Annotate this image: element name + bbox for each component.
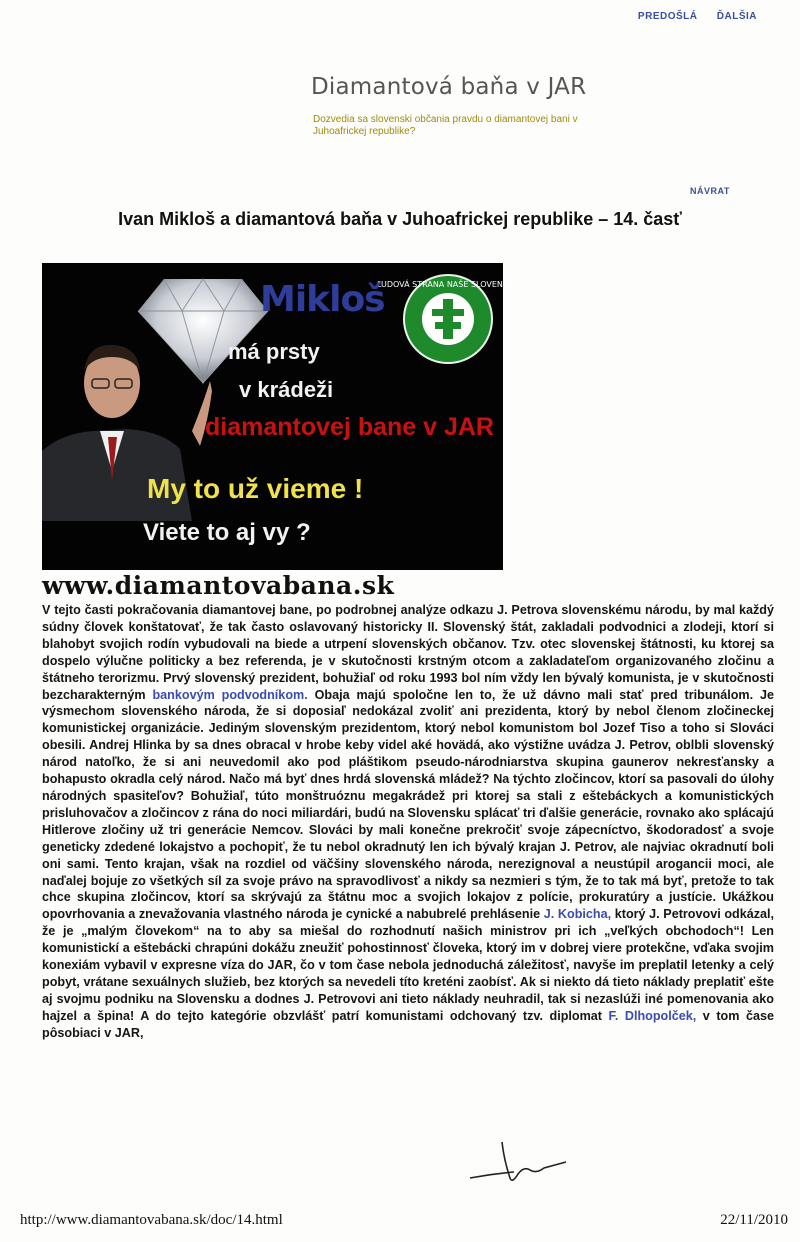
article-body [42,602,774,1042]
footer-date: 22/11/2010 [720,1212,788,1228]
prev-link[interactable]: PREDOŠLÁ [637,11,698,22]
site-url-text: www.diamantovabana.sk [42,571,395,600]
party-emblem-icon [376,273,520,365]
site-subtitle: Dozvedia sa slovenski občania pravdu o diamantovej bani v Juhoafrickej republike? [313,114,578,137]
banner-name: Mikloš [260,279,385,320]
highlight-bank-fraudster: bankovým podvodníkom. [152,687,308,702]
article-text-2: Obaja majú spoločne len to, že už dávno mali stať pred tribunálom. Je výsmechom slovenského národa, že si doposiaľ nedokázal zvoliť ani prezidenta, ktorý by nebol členom zločineckej komunistickej organizácie. Jediným slovenským prezidentom, ktorý nebol komunistom bol Jozef Tiso a toho si Slováci obesili. Andrej Hlinka by sa dnes obracal v hrobe keby videl aké hovädá, ako výstižne uvádza J. Petrov, oblbli slovenský národ natoľko, že si ani neuvedomil ako pod pláštikom pseudo-národniarstva skupina gaunerov nekresťansky a bohapusto okradla celý národ. Načo má byť dnes hrdá slovenská mládež? Na týchto zločincov, ktorí sa pasovali do úlohy národných spasiteľov? Bohužiaľ, túto monštruóznu megakrádež pri ktorej sa stali z eštebáckych a komunistických prisluhovačov a zločincov z rána do noci miliardári, budú na Slovensku splácať tri ďalšie generácie, rovnako ako splácajú Hitlerove zločiny už tri generácie Nemcov. Slováci by mali konečne prekročiť svoje zápecníctvo, škodoradosť a svoje geneticky zdedené lokajstvo a pochopiť, že tu nebol okradnutý len ich bývalý krajan J. Petrov, ale najviac okradnutí boli oni sami. Tento krajan, však na rozdiel od väčšiny slovenského národa, nerezignoval a neustúpil arogancii moci, ale naďalej bojuje zo všetkých síl za svoje právo na spravodlivosť a nikdy sa nezmieri s tým, že to tak má byť, pretože to tak chce skupina zločincov, ktorí sa skrývajú za štátnu moc a svojich lokajov z polície, prokuratúry a justície. Ukážkou opovrhovania a znevažovania vlastného národa je cynické a nabubrelé prehlásenie [42,687,774,922]
article-text-4: v tom čase pôsobiaci v JAR, [42,1008,774,1040]
article-text-1: V tejto časti pokračovania diamantovej bane, po podrobnej analýze odkazu J. Petrova slovenskému národu, by mal každý súdny človek konštatovať, že tak často oslavovaný historicky II. Slovenský štát, zakladali podvodnici a zlodeji, ktorí si blahobyt svojich rodín vybudovali na biede a utrpení slovenských občanov. Tzv. otec slovenskej štátnosti, ku ktorej sa dospelo výlučne politicky a bez referenda, je v skutočnosti krstným otcom a zakladateľom organizovaného zločinu a štátneho terorizmu. Prvý slovenský prezident, bohužiaľ od roku 1993 bol ním vždy len bývalý komunista, je v skutočnosti bezcharakterným [42,603,774,702]
banner-line-5: My to už vieme ! [147,473,364,504]
highlight-kobicha: J. Kobicha, [543,907,612,922]
back-link[interactable]: NÁVRAT [690,186,730,196]
handwritten-signature [462,1138,572,1193]
highlight-dlhopolcek: F. Dlhopolček, [608,1008,697,1023]
emblem-text: ĽUDOVÁ STRANA NAŠE SLOVENSKO [376,280,520,289]
banner-line-3: v krádeži [239,377,334,402]
banner-line-4: diamantovej bane v JAR [205,413,494,441]
top-navigation [622,11,757,22]
site-title: Diamantová baňa v JAR [311,74,587,100]
next-link[interactable]: ĎALŠIA [716,11,757,22]
banner-line-2: má prsty [228,339,320,364]
article-heading: Ivan Mikloš a diamantová baňa v Juhoafrickej republike – 14. časť [118,209,682,229]
campaign-banner [42,263,520,570]
footer-url: http://www.diamantovabana.sk/doc/14.html [20,1212,283,1228]
article-text-3: ktorý J. Petrovovi odkázal, že je „malým človekom“ na to aby sa miešal do rozhodnutí našich ministrov pri ich „veľkých obchodoch“! Len komunistickí a eštebácki chrapúni dokážu zneužiť pohostinnosť človeka, ktorý im v dobrej viere protekčne, vďaka svojim konexiám vybavil v expresne víza do JAR, čo v tom čase nebola jednoduchá záležitosť, navyše im preplatil letenky a celý pobyt, vrátane sexuálnych služieb, bez ktorých sa nevedeli títo kreténi zaobísť. Ak si niekto dá tieto náklady preplatiť ešte aj svojmu podniku na Slovensku a dodnes J. Petrovovi ani tieto náklady neuhradil, tak si nezaslúži iné pomenovania ako hajzel a špina! A do tejto kategórie obzvlášť patrí komunistami odchovaný tzv. diplomat [42,907,775,1023]
banner-line-6: Viete to aj vy ? [143,519,311,546]
